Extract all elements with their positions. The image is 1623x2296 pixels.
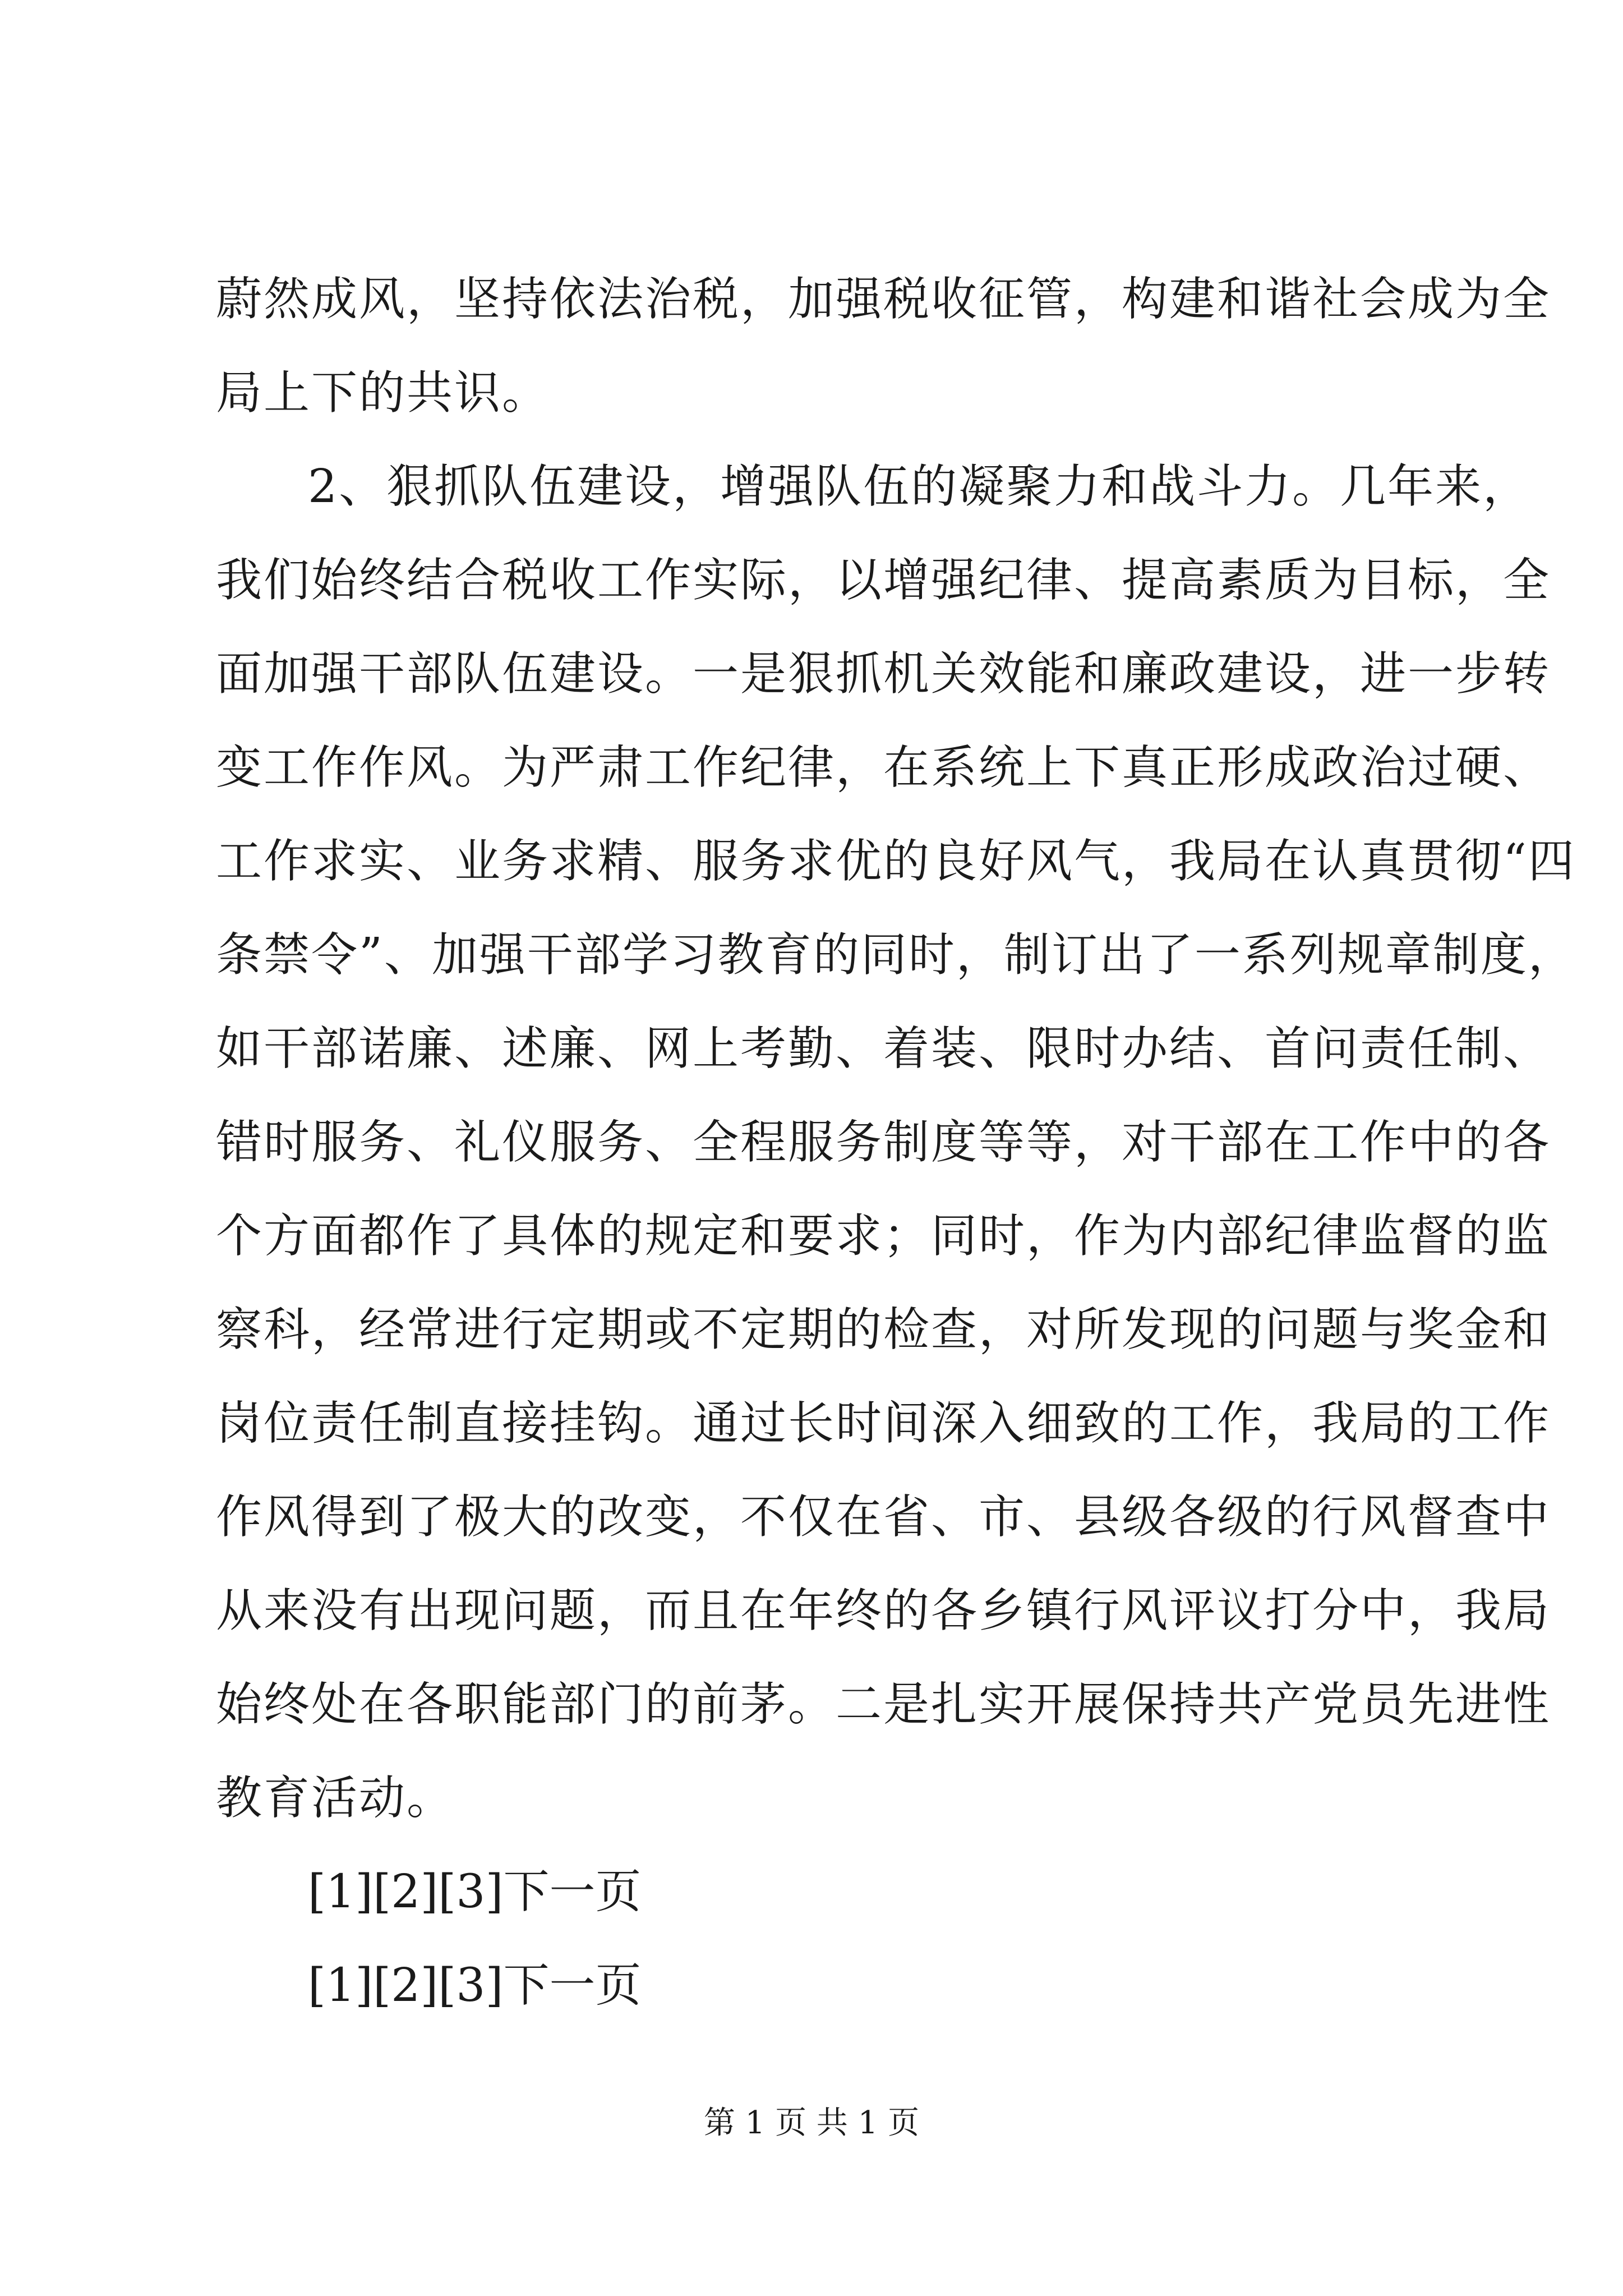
paragraph-2-line-7: 如干部诺廉、述廉、网上考勤、着装、限时办结、首问责任制、 (216, 1022, 1551, 1075)
paragraph-2-line-14: 始终处在各职能部门的前茅。二是扎实开展保持共产党员先进性 (216, 1678, 1551, 1731)
paragraph-2-line-12: 作风得到了极大的改变，不仅在省、市、县级各级的行风督查中 (216, 1490, 1551, 1544)
paragraph-2-line-6: 条禁令”、加强干部学习教育的同时，制订出了一系列规章制度， (216, 928, 1576, 982)
document-body (216, 252, 1576, 2032)
pager-links-2[interactable]: [1][2][3]下一页 (308, 1959, 642, 2012)
paragraph-2-line-4: 变工作作风。为严肃工作纪律，在系统上下真正形成政治过硬、 (216, 741, 1551, 794)
paragraph-2-line-1: 2、狠抓队伍建设，增强队伍的凝聚力和战斗力。几年来， (308, 460, 1531, 513)
paragraph-2-line-11: 岗位责任制直接挂钩。通过长时间深入细致的工作，我局的工作 (216, 1397, 1551, 1450)
paragraph-1-line-1: 蔚然成风，坚持依法治税，加强税收征管，构建和谐社会成为全 (216, 273, 1551, 326)
paragraph-2-line-9: 个方面都作了具体的规定和要求；同时，作为内部纪律监督的监 (216, 1209, 1551, 1263)
page-number: 第 1 页 共 1 页 (703, 2105, 920, 2141)
paragraph-1-line-2: 局上下的共识。 (216, 366, 550, 420)
paragraph-2-line-13: 从来没有出现问题，而且在年终的各乡镇行风评议打分中，我局 (216, 1584, 1551, 1637)
paragraph-2-line-3: 面加强干部队伍建设。一是狠抓机关效能和廉政建设，进一步转 (216, 647, 1551, 701)
paragraph-2-line-8: 错时服务、礼仪服务、全程服务制度等等，对干部在工作中的各 (216, 1116, 1551, 1169)
pager-links-1[interactable]: [1][2][3]下一页 (308, 1865, 642, 1918)
page-footer (0, 2101, 1623, 2146)
paragraph-2-line-2: 我们始终结合税收工作实际，以增强纪律、提高素质为目标，全 (216, 554, 1551, 607)
paragraph-2-line-5: 工作求实、业务求精、服务求优的良好风气，我局在认真贯彻“四 (216, 835, 1576, 888)
paragraph-2-line-10: 察科，经常进行定期或不定期的检查，对所发现的问题与奖金和 (216, 1303, 1551, 1356)
paragraph-2-line-15: 教育活动。 (216, 1772, 455, 1825)
